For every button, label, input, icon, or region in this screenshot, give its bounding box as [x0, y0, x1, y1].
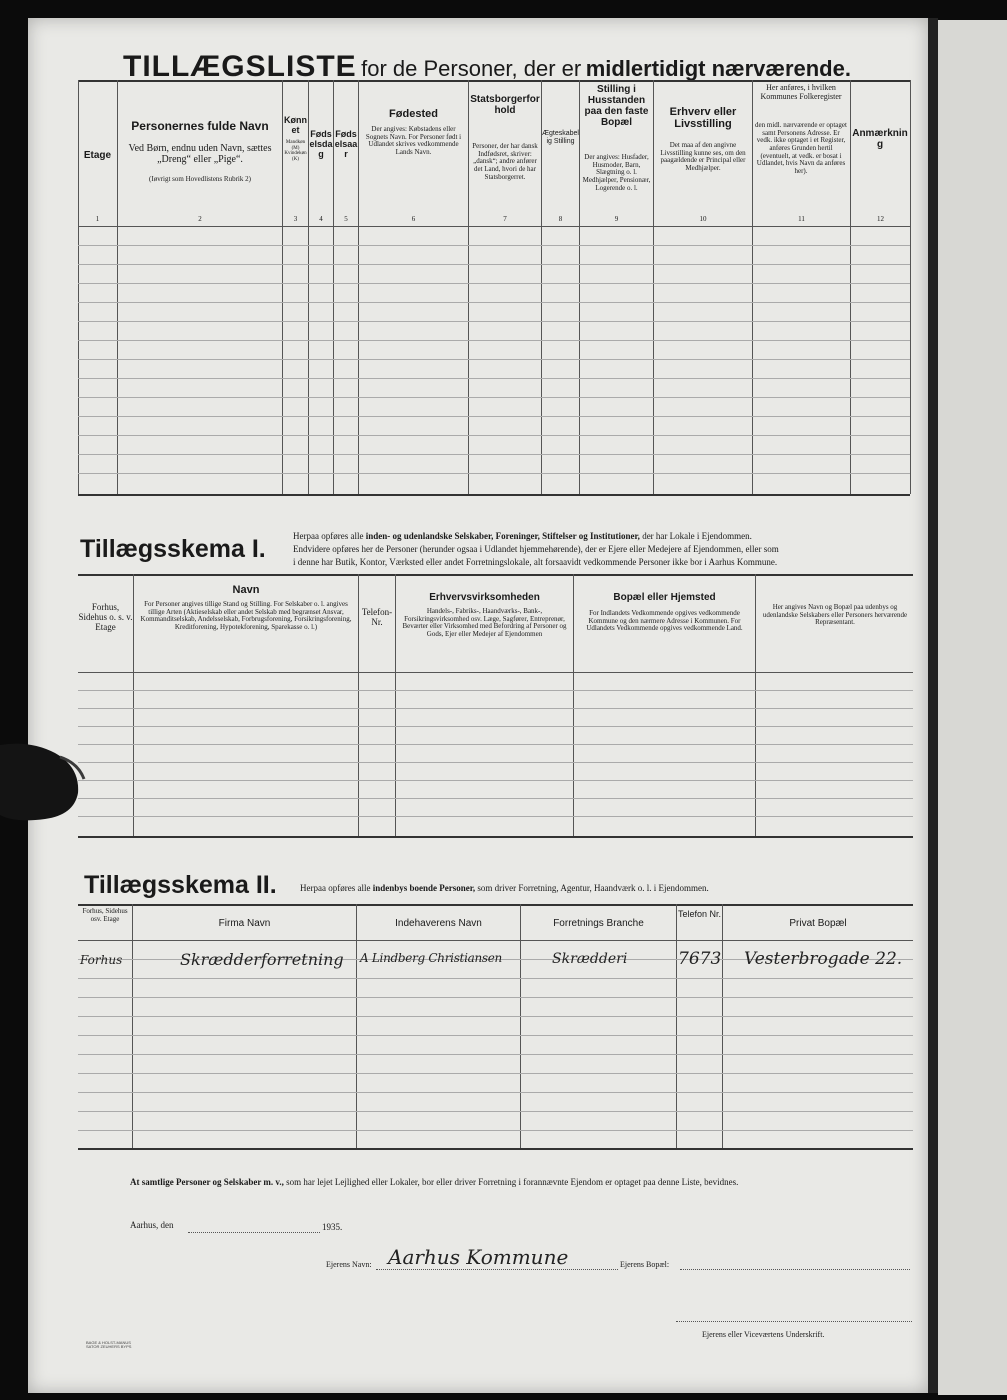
col-num-3: 3 — [293, 215, 298, 223]
ruled-line — [78, 1130, 913, 1131]
s2-col-etage: Forhus, Sidehus osv. Etage — [82, 907, 128, 923]
s1-col-navn: Navn — [232, 584, 260, 596]
s1-col-erhverv-sub: Handels-, Fabriks-, Haandværks-, Bank-, Forsikringsvirksomhed osv. Læge, Sagfører, Entreprenør, Beværter eller Virksomhed med Befordring af Personer og Gods, Ejer eller Medejer af Ejendommen — [402, 607, 567, 639]
row-branche: Skrædderi — [552, 951, 628, 967]
col-head-statsborger: Statsborgerforhold — [470, 94, 540, 116]
s1-col-bopael: Bopæl eller Hjemsted — [613, 592, 716, 603]
col-sub-stilling: Der angives: Husfader, Husmoder, Barn, Slægtning o. l. Medhjælper, Pensionær, Logerende o. l. — [582, 153, 651, 192]
col-num-2: 2 — [198, 215, 202, 223]
skema2-title: Tillægsskema II. — [84, 871, 277, 899]
col-num-6: 6 — [411, 215, 416, 223]
form-page — [28, 18, 928, 1393]
year-label: 1935. — [322, 1222, 343, 1232]
ruled-line — [78, 1073, 913, 1074]
ruled-line — [78, 321, 910, 322]
row-firma: Skrædderforretning — [180, 950, 344, 969]
page-title: TILLÆGSLISTE for de Personer, der er midlertidigt nærværende. — [123, 50, 851, 83]
ruled-line — [78, 454, 910, 455]
col-num-10: 10 — [699, 215, 707, 223]
ruled-line — [78, 780, 913, 781]
ruled-line — [78, 435, 910, 436]
s2-col-branche: Forretnings Branche — [553, 918, 644, 929]
col-num-12: 12 — [877, 215, 884, 223]
thumb-holding-page — [0, 735, 90, 825]
col-sub-navn: Ved Børn, endnu uden Navn, sættes „Dreng“ eller „Pige“. — [128, 143, 272, 165]
ruled-line — [78, 997, 913, 998]
s1-col-telefon: Telefon-Nr. — [361, 607, 393, 627]
col-head-fodselsaar: Fødselsaar — [334, 129, 358, 159]
col-head-fodselsdag: Fødselsdag — [309, 129, 333, 159]
skema1-desc-2: Endvidere opføres her de Personer (herunder ogsaa i Udlandet hjemmehørende), der er Ejere eller Medejere af Ejendommen, eller som — [293, 544, 779, 554]
ruled-line — [78, 378, 910, 379]
s1-col-repr: Her angives Navn og Bopæl paa udenbys og udenlandske Selskabers eller Personers herværende Repræsentant. — [762, 603, 908, 627]
col-num-9: 9 — [614, 215, 619, 223]
ruled-line — [78, 762, 913, 763]
s1-col-bopael-sub: For Indlandets Vedkommende opgives vedkommende Kommune og den nærmere Adresse i Kommunen. For Udlandets Vedkommende opgives vedkommende Land. — [586, 609, 743, 633]
col-head-anmaerkning: Anmærkning — [852, 128, 908, 150]
s2-col-telefon: Telefon Nr. — [677, 909, 722, 919]
ruled-line — [78, 340, 910, 341]
ruled-line — [78, 1016, 913, 1017]
col-head-fodested: Fødested — [389, 108, 438, 120]
ruled-line — [78, 798, 913, 799]
s1-col-navn-sub: For Personer angives tillige Stand og Stilling. For Selskaber o. l. angives tillige Arten (Aktieselskab eller andet Selskab med begrænset Ansvar, Kommanditselskab, Andelsselskab, Forbrugsforening, Forsikringsforening, Kreditforening, Hypotekforening, Sparekasse o. l.) — [140, 600, 352, 632]
adjacent-page — [938, 20, 1007, 1395]
ruled-line — [78, 1092, 913, 1093]
ruled-line — [78, 397, 910, 398]
attest-text: At samtlige Personer og Selskaber m. v., som har lejet Lejlighed eller Lokaler, bor eller driver Forretning i forannævnte Ejendom er optaget paa denne Liste, bevidnes. — [130, 1177, 739, 1187]
skema1-title: Tillægsskema I. — [80, 535, 266, 563]
owner-bopael-label: Ejerens Bopæl: — [620, 1260, 670, 1269]
ruled-line — [78, 744, 913, 745]
ruled-line — [78, 245, 910, 246]
col-sub-folkeregister: den midl. nærværende er optaget samt Personens Adresse. Er vedk. ikke optaget i et Register, anføres Grunden hertil (eventuelt, at vedk. er bosat i Udlandet, hvis Navn da anføres her). — [755, 121, 847, 176]
ruled-line — [78, 1054, 913, 1055]
ruled-line — [78, 816, 913, 817]
col-sub-erhverv: Det maa af den angivne Livsstilling kunne ses, om den paagældende er Principal eller Medhjælper. — [660, 141, 746, 173]
s1-col-erhverv: Erhvervsvirksomheden — [429, 592, 540, 603]
skema1-desc-3: i denne har Butik, Kontor, Værksted eller andet Forretningslokale, alt forsaavidt vedkommende Personer ikke bor i Aarhus Kommune. — [293, 557, 778, 567]
date-label: Aarhus, den — [130, 1220, 174, 1230]
s2-col-firma: Firma Navn — [218, 918, 271, 929]
ruled-line — [78, 1111, 913, 1112]
col-num-1: 1 — [95, 215, 100, 223]
ruled-line — [78, 283, 910, 284]
s2-col-indehaver: Indehaverens Navn — [395, 918, 482, 929]
ruled-line — [78, 978, 913, 979]
col-sub-statsborger: Personer, der har dansk Indfødsret, skriver: „dansk“; andre anfører det Land, hvori de har Statsborgerret. — [472, 142, 538, 181]
col-head-aegteskab: Ægteskabelig Stilling — [542, 130, 579, 145]
col-num-8: 8 — [558, 215, 563, 223]
skema2-desc: Herpaa opføres alle indenbys boende Personer, som driver Forretning, Agentur, Haandværk o. l. i Ejendommen. — [300, 883, 709, 893]
row-indehaver: A Lindberg Christiansen — [360, 951, 502, 965]
col-head-stilling: Stilling i Husstanden paa den faste Bopæl — [584, 84, 649, 128]
col-head-etage: Etage — [83, 150, 112, 161]
ruled-line — [78, 708, 913, 709]
ruled-line — [78, 1035, 913, 1036]
col-num-5: 5 — [344, 215, 348, 223]
ruled-line — [78, 690, 913, 691]
row-bopael: Vesterbrogade 22. — [744, 949, 903, 969]
s1-col-etage: Forhus, Sidehus o. s. v. Etage — [78, 602, 133, 632]
col-num-4: 4 — [319, 215, 323, 223]
printer-mark: BAGE & HOLST-MANUS SATOR ZEUHERS BYPS — [86, 1340, 132, 1350]
col-num-11: 11 — [798, 215, 805, 223]
col-sub-kon: Mandkøn (M) Kvindekøn (K) — [284, 140, 307, 162]
col-num-7: 7 — [503, 215, 507, 223]
col-head-folkeregister: Her anføres, i hvilken Kommunes Folkeregister — [760, 83, 842, 101]
ruled-line — [78, 302, 910, 303]
ruled-line — [78, 264, 910, 265]
col-sub2-navn: (Iøvrigt som Hovedlistens Rubrik 2) — [149, 175, 251, 183]
col-sub-fodested: Der angives: Købstadens eller Sognets Navn. For Personer født i Udlandet skrives vedkommende Lands Navn. — [365, 125, 462, 157]
col-head-kon: Kønnet — [284, 115, 307, 135]
skema1-desc-1: Herpaa opføres alle inden- og udenlandske Selskaber, Foreninger, Stiftelser og Institutioner, der har Lokale i Ejendommen. — [293, 531, 752, 541]
row-etage: Forhus — [80, 953, 123, 967]
ruled-line — [78, 416, 910, 417]
col-head-navn: Personernes fulde Navn — [131, 119, 269, 133]
ruled-line — [78, 726, 913, 727]
book-spine — [928, 18, 938, 1393]
owner-name-label: Ejerens Navn: — [326, 1260, 372, 1269]
owner-name-value: Aarhus Kommune — [388, 1245, 569, 1269]
ruled-line — [78, 473, 910, 474]
s2-col-bopael: Privat Bopæl — [789, 918, 847, 929]
row-telefon: 7673 — [678, 949, 722, 969]
col-head-erhverv: Erhverv eller Livsstilling — [669, 106, 737, 131]
ruled-line — [78, 359, 910, 360]
signature-label: Ejerens eller Viceværtens Underskrift. — [702, 1330, 825, 1339]
